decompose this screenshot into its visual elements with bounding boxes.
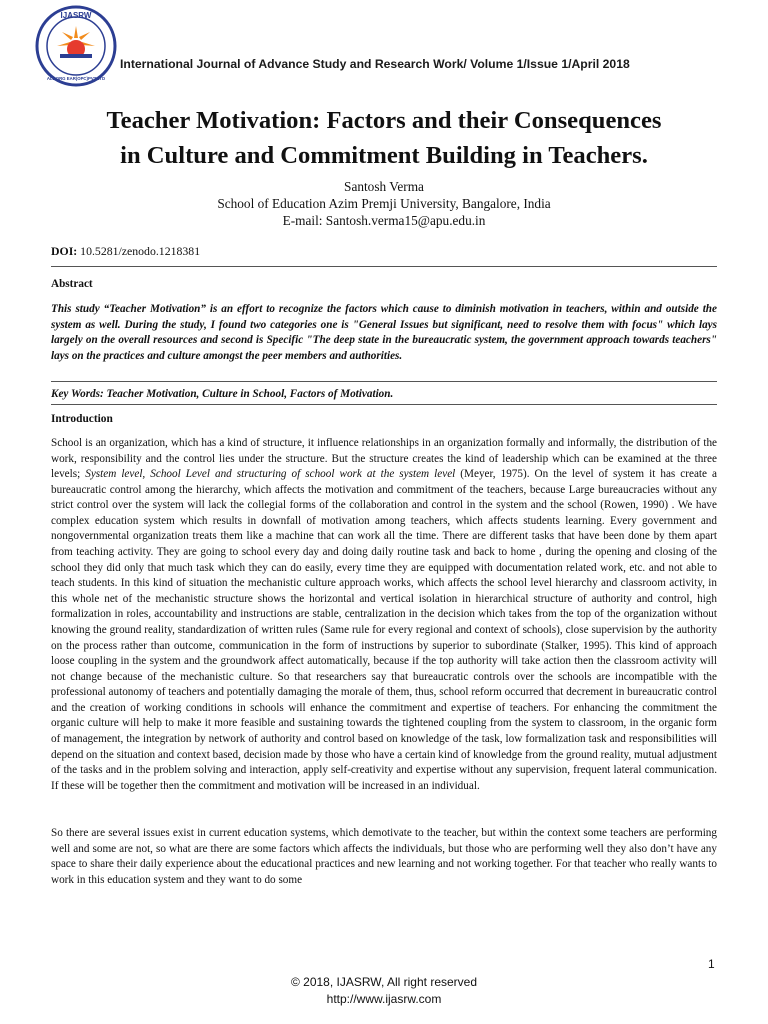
introduction-paragraph-1 bbox=[51, 436, 717, 794]
logo-text: IJASRW bbox=[60, 11, 92, 20]
copyright-notice: © 2018, IJASRW, All right reserved bbox=[290, 975, 478, 989]
keywords: Key Words: Teacher Motivation, Culture in School, Factors of Motivation. bbox=[51, 388, 394, 400]
paragraph-1-text-a: School is an organization, which has a kind of structure, it influence relationships in an organization formally and informally, the distribution of the work, responsibility and the control lies under the structure. But the structure creates the kind of leadership which can be examined at the three levels; bbox=[51, 437, 717, 481]
logo-subtext: ALBORG EAR(OPC)PVT.LTD bbox=[46, 76, 106, 81]
website-link[interactable]: http://www.ijasrw.com bbox=[326, 992, 442, 1006]
page-footer bbox=[0, 974, 768, 1008]
author-affiliation: School of Education Azim Premji University, Bangalore, India bbox=[217, 196, 551, 211]
divider-keywords bbox=[51, 404, 717, 405]
author-block bbox=[40, 178, 728, 229]
author-email[interactable]: E-mail: Santosh.verma15@apu.edu.in bbox=[282, 213, 486, 228]
paragraph-1-italic: System level, School Level and structuring of school work at the system level bbox=[85, 468, 456, 481]
doi-label: DOI: bbox=[51, 244, 78, 258]
paper-title bbox=[40, 103, 728, 173]
page-number: 1 bbox=[708, 957, 715, 971]
journal-header: International Journal of Advance Study and Research Work/ Volume 1/Issue 1/April 2018 bbox=[120, 57, 630, 71]
abstract-heading: Abstract bbox=[51, 278, 93, 290]
divider-abstract bbox=[51, 381, 717, 382]
introduction-paragraph-2: So there are several issues exist in current education systems, which demotivate to the teacher, but within the context some teachers are performing well and some are not, so what are there are some factors which affects the individuals, but those who are performing well they also don’t have any space to share their daily experience about the educational practices and new learning and not working together. For that teacher who really wants to work in this education system and they want to do some bbox=[51, 827, 717, 886]
journal-logo bbox=[34, 4, 118, 88]
introduction-heading: Introduction bbox=[51, 413, 113, 425]
abstract-text: This study “Teacher Motivation” is an effort to recognize the factors which cause to diminish motivation in teachers, within and outside the system as well. During the study, I found two categories one is "General Issues but significant, need to resolve them with focus" which lays largely on the overall resources and second is Specific "The deep state in the bureaucratic system, the government approach towards teachers" lays on the practices and culture amongst the peer members and authorities. bbox=[51, 303, 717, 362]
title-line-1: Teacher Motivation: Factors and their Consequences bbox=[106, 107, 662, 134]
divider-top bbox=[51, 266, 717, 267]
author-name: Santosh Verma bbox=[344, 179, 424, 194]
paragraph-1-text-b: (Meyer, 1975). On the level of system it has create a bureaucratic control among the hierarchy, which affects the motivation and commitment of the teachers, because Large bureaucracies without any strict control over the system will lack the collegial forms of the collaboration and control in the system and the school (Rowen, 1990) . We have complex education system which results in downfall of motivation among teachers, which affects students learning. Every government and nongovernmental organization treats them like a machine that can work all the time. There are different tasks that have been done by them apart from teaching activity. They are going to school every day and doing daily routine task and back to home , during the opening and closing of the school they did only that much task which they can do easily, every time they are equipped with documentation related work, etc. and not able to teach students. In this kind of situation the mechanistic culture approach works, which affects the school level hierarchy and classroom activity, in this whole net of the mechanistic structure shows the horizontal and vertical isolation in hierarchical structure of authority and control, high formalization in roles, accountability and instructions are stable, centralization in the decision which takes from the top of the organization without knowing the ground reality, standardization of written rules (Same rule for every regional and context of schools), close supervision by the authority on the process rather than outcome, communication in the form of instructions by superior to subordinate (Stalker, 1995). This kind of approach loose coupling in the system and the groundwork affect automatically, because if the top authority will take action then the classroom activity will not change because of the mechanistic culture. So that researchers say that bureaucratic controls over the schools are incompatible with the professional autonomy of teachers and potentially damaging the morale of them, thus, school reform occurred that decrement in bureaucratic control and the creation of working conditions in schools will enhance the commitment and expertise of teachers. For enhancing the commitment the organic culture will help to make it more feasible and sustaining towards the tightened coupling from the system to classroom, in the organic form of management, the integration by network of authority and control based on knowledge of the task, low formalization task and responsibilities will depend on the situation and context based, decision made by those who have a certain kind of knowledge from the ground reality, mutual adjustment of the tasks and in the problem solving and interaction, apply self-creativity and expertise without any supervision, frequent lateral communication. If these will be together then the commitment and motivation will be increased in an individual. bbox=[51, 468, 717, 792]
title-line-2: in Culture and Commitment Building in Teachers. bbox=[120, 142, 648, 169]
doi-line bbox=[51, 244, 200, 259]
doi-value[interactable]: 10.5281/zenodo.1218381 bbox=[80, 244, 201, 258]
journal-seal-icon bbox=[34, 4, 118, 88]
